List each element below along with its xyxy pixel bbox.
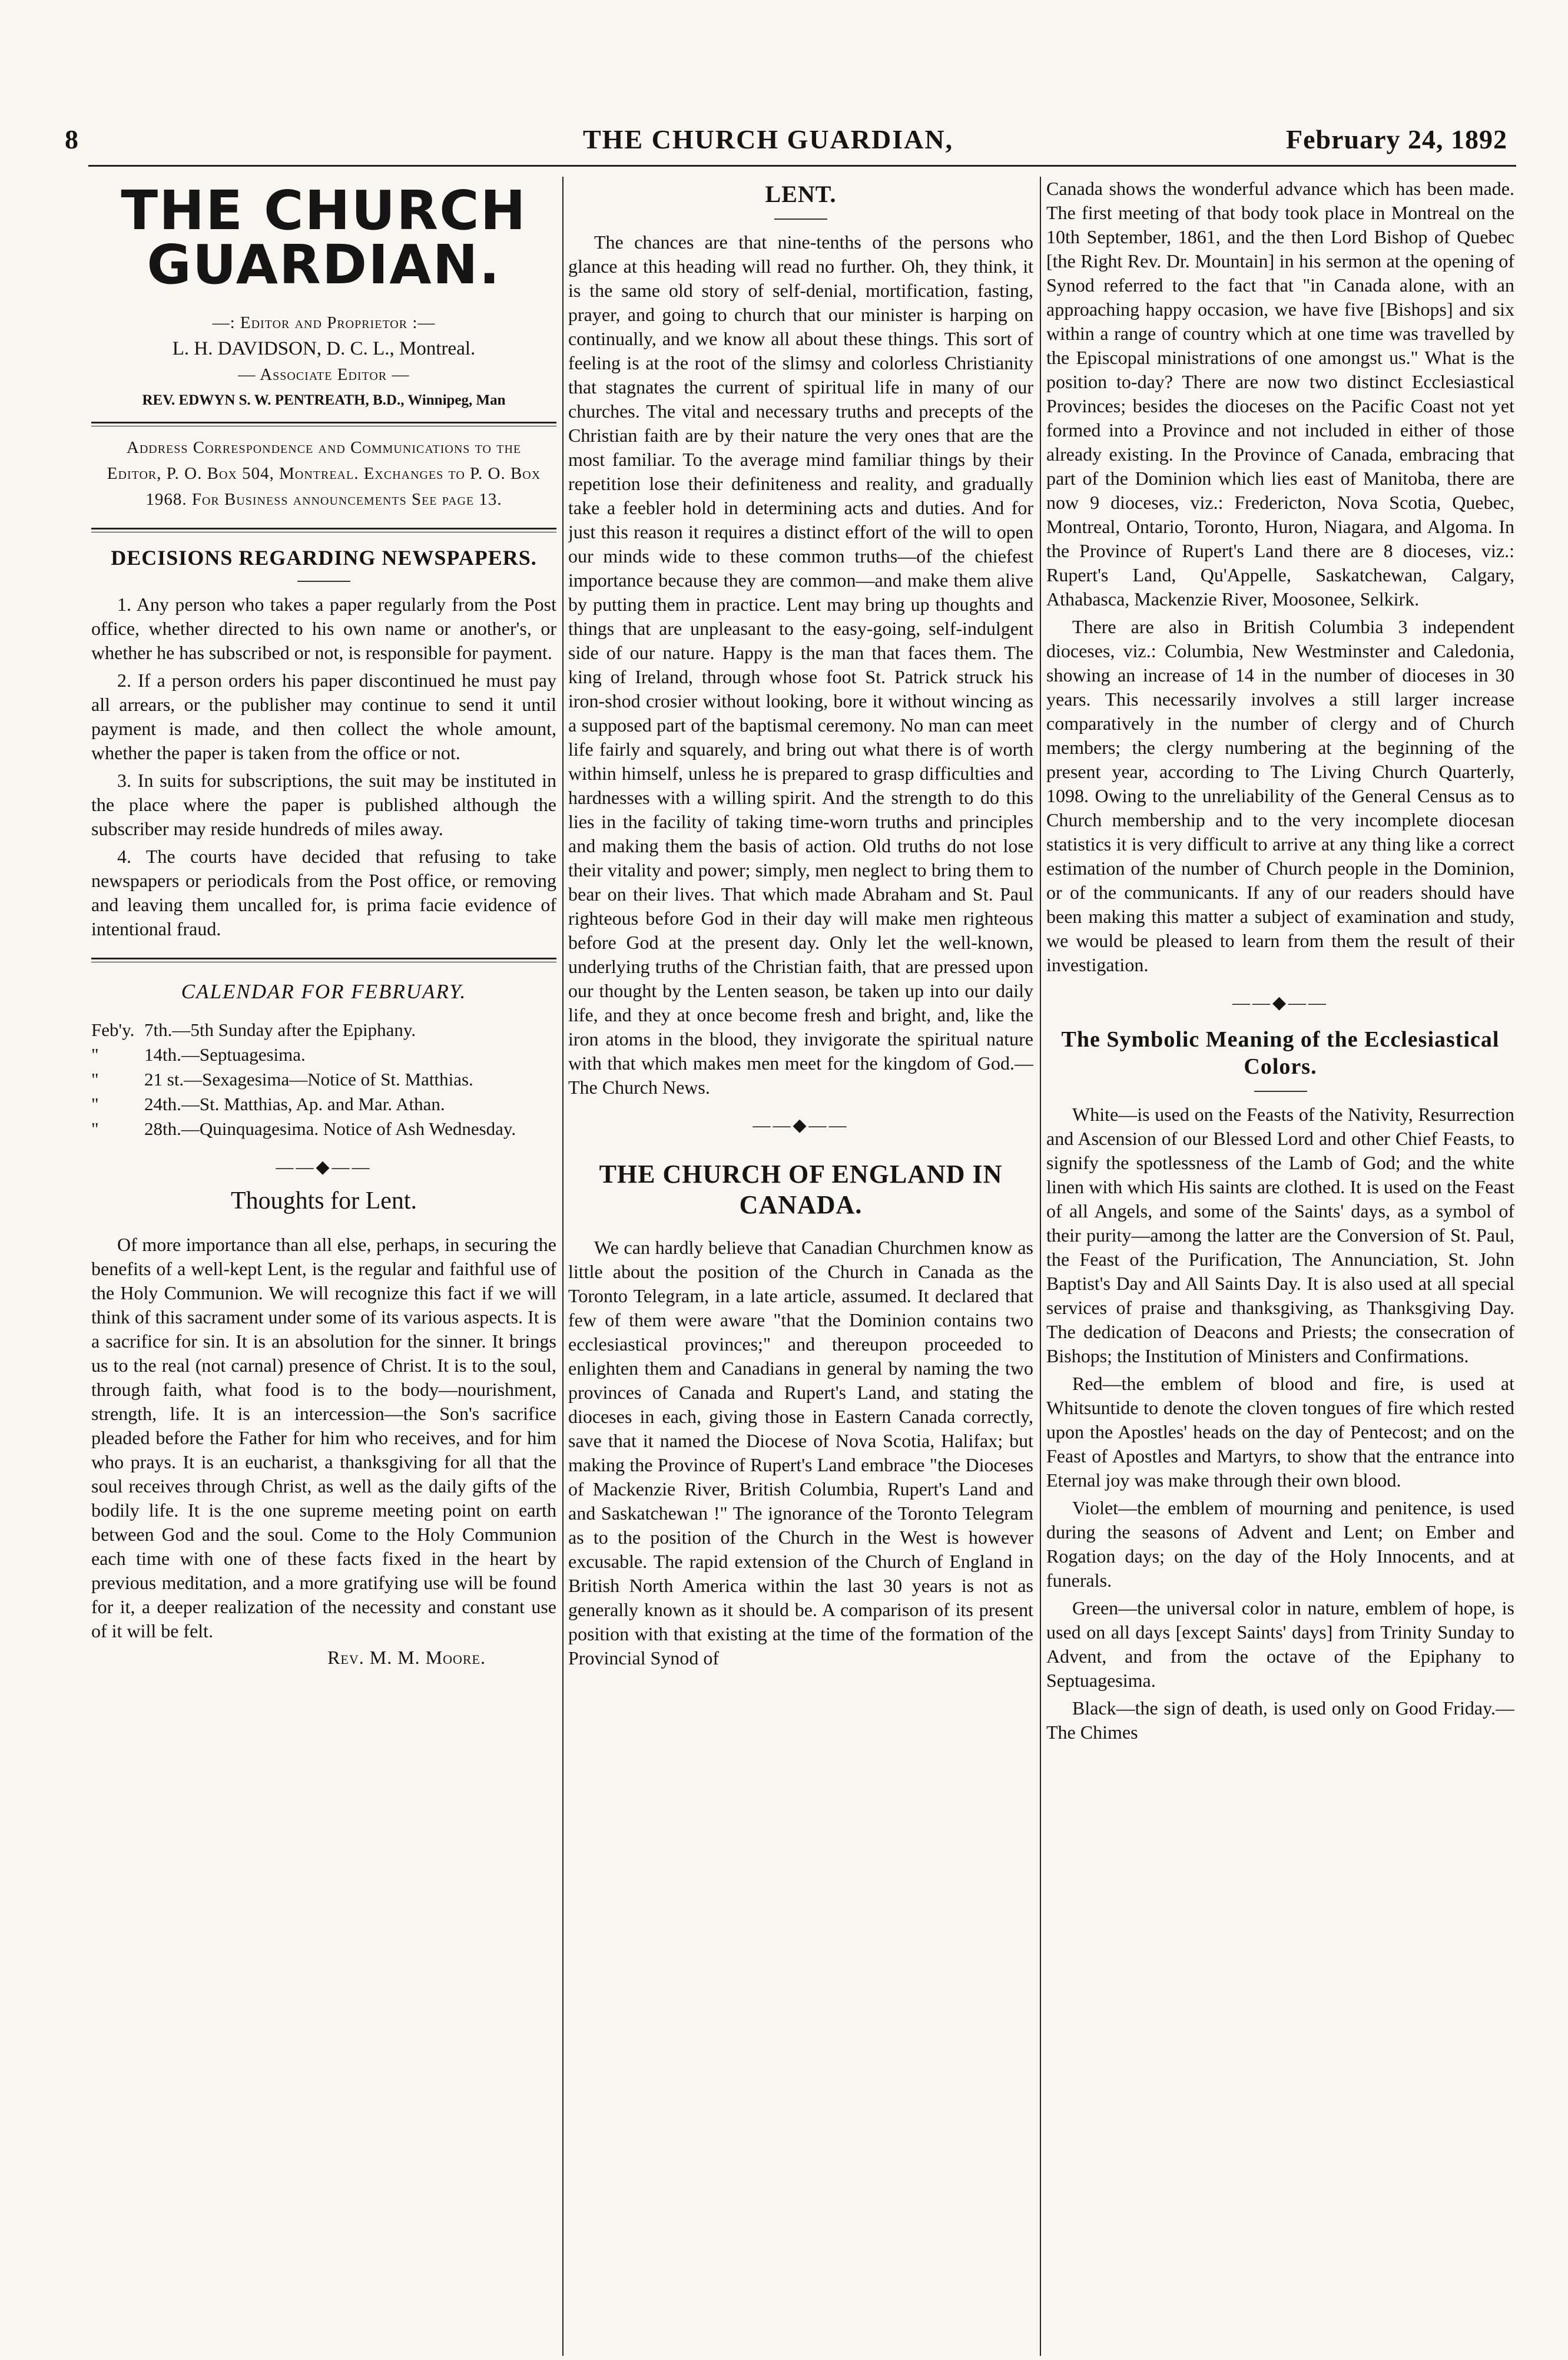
calendar-month: ": [91, 1069, 99, 1090]
decision-item: 2. If a person orders his paper discontinued he must pay all arrears, or the publisher may continue to send it until payment is made, and then collect the whole amount, whether the paper is taken from the office or not.: [91, 670, 556, 763]
associate-name: REV. EDWYN S. W. PENTREATH, B.D., Winnipeg, Man: [142, 392, 506, 408]
column-divider-2: [1040, 177, 1041, 2356]
color-paragraph: Green—the universal color in nature, emblem of hope, is used on all days [except Saints' days] from Trinity Sunday to Advent, and from the octave of the Epiphany to Septuagesima.: [1046, 1597, 1514, 1691]
address-rule: [91, 528, 556, 532]
calendar-row: [91, 1117, 556, 1141]
ornament-divider: ——◆——: [1232, 993, 1329, 1012]
symbolic-rule: [1254, 1091, 1307, 1092]
masthead-title: THE CHURCH GUARDIAN.: [121, 179, 527, 296]
church-england-continued: Canada shows the wonderful advance which has been made. The first meeting of that body took place in Montreal on the 10th September, 1861, and the then Lord Bishop of Quebec [the Right Rev. Dr. Mountain] in his sermon at the opening of Synod referred to the fact that "in Canada alone, with an approaching happy occasion, we have five [Bishops] and six within a range of country which at one time was travelled by the Episcopal ministrations of one amongst us." What is the position to-day? There are now two distinct Ecclesiastical Provinces; besides the dioceses on the Pacific Coast not yet formed into a Province and not included in either of those already existing. In the Province of Canada, embracing that part of the Dominion which lies east of Manitoba, there are now 9 dioceses, viz.: Fredericton, Nova Scotia, Quebec, Montreal, Ontario, Toronto, Huron, Niagara, and Algoma. In the Province of Rupert's Land there are 8 dioceses, viz.: Rupert's Land, Qu'Appelle, Saskatchewan, Calgary, Athabasca, Mackenzie River, Moosonee, Selkirk.: [1046, 178, 1514, 610]
calendar-entry: 7th.—5th Sunday after the Epiphany.: [144, 1020, 416, 1040]
decisions-rule: [297, 581, 350, 582]
church-england-heading: THE CHURCH OF ENGLAND IN CANADA.: [599, 1160, 1003, 1219]
calendar-entry: 24th.—St. Matthias, Ap. and Mar. Athan.: [144, 1094, 445, 1114]
lent-rule: [774, 219, 827, 220]
issue-date: February 24, 1892: [1285, 124, 1507, 154]
decisions-end-rule: [91, 958, 556, 962]
calendar-row: [91, 1042, 556, 1067]
calendar-month: Feb'y.: [91, 1020, 135, 1040]
address-notice: Address Correspondence and Communications to the Editor, P. O. Box 504, Montreal. Exchanges to P. O. Box 1968. For Business announcements See page 13.: [107, 438, 541, 509]
calendar-month: ": [91, 1094, 99, 1114]
running-title: THE CHURCH GUARDIAN,: [583, 124, 954, 154]
calendar-entry: 14th.—Septuagesima.: [144, 1044, 306, 1065]
church-england-continued-2: There are also in British Columbia 3 independent dioceses, viz.: Columbia, New Westminster and Caledonia, showing an increase of 14 in the number of dioceses in 30 years. This necessarily involves a still larger increase comparatively in the number of clergy and of Church members; the clergy numbering at the beginning of the present year, according to The Living Church Quarterly, 1098. Owing to the unreliability of the General Census as to Church membership and to the very incomplete diocesan statistics it is very difficult to arrive at any thing like a correct estimation of the number of Church people in the Dominion, or of the communicants. If any of our readers should have been making this matter a subject of examination and study, we would be pleased to learn from them the result of their investigation.: [1046, 616, 1514, 975]
calendar-row: [91, 1092, 556, 1117]
ornament-divider: ——◆——: [752, 1116, 849, 1135]
color-paragraph: Red—the emblem of blood and fire, is used at Whitsuntide to denote the cloven tongues of fire which rested upon the Apostles' heads on the day of Pentecost; and on the Feast of Apostles and Martyrs, to show that the entrance into Eternal joy was make through their own blood.: [1046, 1373, 1514, 1491]
calendar-month: ": [91, 1118, 99, 1139]
header-rule: [88, 165, 1516, 167]
calendar-row: [91, 1018, 556, 1042]
calendar-entry: 21 st.—Sexagesima—Notice of St. Matthias.: [144, 1069, 473, 1090]
ornament-divider: ——◆——: [276, 1157, 372, 1177]
calendar-heading: CALENDAR FOR FEBRUARY.: [181, 980, 467, 1003]
thoughts-signature: Rev. M. M. Moore.: [327, 1647, 486, 1668]
decisions-heading: DECISIONS REGARDING NEWSPAPERS.: [111, 546, 537, 570]
editor-name: L. H. DAVIDSON, D. C. L., Montreal.: [172, 338, 476, 359]
calendar-row: [91, 1067, 556, 1092]
associate-label: — Associate Editor —: [238, 365, 410, 384]
calendar-month: ": [91, 1044, 99, 1065]
editor-label: —: Editor and Proprietor :—: [212, 313, 436, 332]
church-england-body: We can hardly believe that Canadian Churchmen know as little about the position of the Church in Canada as the Toronto Telegram, in a late article, assumed. It declared that few of them were aware "that the Dominion contains two ecclesiastical provinces;" and thereupon proceeded to enlighten them and Canadians in general by naming the two provinces of Canada and Rupert's Land, and stating the dioceses in each, giving those in Eastern Canada correctly, save that it named the Diocese of Nova Scotia, Halifax; but making the Province of Rupert's Land embrace "the Dioceses of Mackenzie River, British Columbia, Rupert's Land and and Saskatchewan !" The ignorance of the Toronto Telegram as to the position of the Church in the West is however excusable. The rapid extension of the Church of England in British North America within the last 30 years is not as generally known as it should be. A comparison of its present position with that existing at the time of the formation of the Provincial Synod of: [568, 1237, 1033, 1669]
decision-item: 4. The courts have decided that refusing to take newspapers or periodicals from the Post office, or removing and leaving them uncalled for, is prima facie evidence of intentional fraud.: [91, 846, 556, 939]
decision-item: 1. Any person who takes a paper regularly from the Post office, whether directed to his own name or another's, or whether he has subscribed or not, is responsible for payment.: [91, 594, 556, 663]
lent-body: The chances are that nine-tenths of the persons who glance at this heading will read no further. Oh, they think, it is the same old story of self-denial, mortification, fasting, prayer, and going to church that our minister is harping on continually, and we know all about these things. This sort of feeling is at the root of the slimsy and colorless Christianity that stagnates the current of spiritual life in many of our churches. The vital and necessary truths and precepts of the Christian faith are by their nature the very ones that are the most familiar. To the average mind familiar things by their repetition lose their definiteness and reality, and gradually take a feebler hold in determining acts and duties. And for just this reason it requires a distinct effort of the will to open our minds wide to these common truths—of the chiefest importance because they are common—and make them alive by putting them in practice. Lent may bring up thoughts and things that are unpleasant to the easy-going, self-indulgent side of our nature. Happy is the man that faces them. The king of Ireland, through whose foot St. Patrick struck his iron-shod crosier without looking, bore it without wincing as a supposed part of the baptismal ceremony. No man can meet life fairly and squarely, and bring out what there is of worth within himself, unless he is prepared to grasp difficulties and hardnesses with a willing spirit. And the strength to do this lies in the facility of taking time-worn truths and principles and making them the basis of action. Old truths do not lose their vitality and power; simply, men neglect to bring them to bear on their lives. That which made Abraham and St. Paul righteous before God in their day will make men righteous before God at the present day. Only let the well-known, underlying truths of the Christian faith, that are pressed upon our thought by the Lenten season, be taken up into our daily life, and they at once become fresh and bright, and, like the iron atoms in the blood, they invigorate the spiritual nature with that which makes men meet for the kingdom of God.—The Church News.: [568, 231, 1033, 1098]
calendar-entry: 28th.—Quinquagesima. Notice of Ash Wednesday.: [144, 1118, 516, 1139]
masthead-rule: [91, 422, 556, 426]
column-left: [91, 177, 556, 2360]
lent-heading: LENT.: [765, 181, 837, 207]
decision-item: 3. In suits for subscriptions, the suit may be instituted in the place where the paper is published although the subscriber may reside hundreds of miles away.: [91, 770, 556, 839]
symbolic-heading: The Symbolic Meaning of the Ecclesiastical Colors.: [1061, 1027, 1500, 1079]
page-header: [65, 124, 1507, 159]
page-number: 8: [65, 124, 78, 154]
thoughts-heading: Thoughts for Lent.: [230, 1187, 417, 1214]
column-right: [1046, 177, 1514, 2360]
color-paragraph: Black—the sign of death, is used only on Good Friday.—The Chimes: [1046, 1697, 1514, 1743]
color-paragraph: White—is used on the Feasts of the Nativity, Resurrection and Ascension of our Blessed Lord and other Chief Feasts, to signify the spotlessness of the Lamb of God; and the white linen with which His saints are clothed. It is used on the Feast of all Angels, and some of the Saints' days, as a symbol of their purity—among the latter are the Conversion of St. Paul, the Feast of the Purification, The Annunciation, St. John Baptist's Day and All Saints Day. It is also used at all special services of praise and thanksgiving, as Thanksgiving Day. The dedication of Deacons and Priests; the consecration of Bishops; the Institution of Ministers and Confirmations.: [1046, 1104, 1514, 1366]
thoughts-body: Of more importance than all else, perhaps, in securing the benefits of a well-kept Lent, is the regular and faithful use of the Holy Communion. We will recognize this fact if we will think of this sacrament under some of its various aspects. It is a sacrifice for sin. It is an absolution for the sinner. It brings us to the real (not carnal) presence of Christ. It is to the soul, through faith, what food is to the body—nourishment, strength, life. It is an intercession—the Son's sacrifice pleaded before the Father for him who receives, and for him who prays. It is an eucharist, a thanksgiving for all that the soul receives through Christ, as well as the daily gifts of the bodily life. It is the one supreme meeting point on earth between God and the soul. Come to the Holy Communion each time with one of these facts fixed in the heart by previous meditation, and a more gratifying use will be found for it, a deeper realization of the necessity and constant use of it will be felt.: [91, 1234, 556, 1641]
column-middle: [568, 177, 1033, 2360]
color-paragraph: Violet—the emblem of mourning and penitence, is used during the seasons of Advent and Lent; on Ember and Rogation days; on the day of the Holy Innocents, and at funerals.: [1046, 1497, 1514, 1591]
column-divider-1: [562, 177, 563, 2356]
